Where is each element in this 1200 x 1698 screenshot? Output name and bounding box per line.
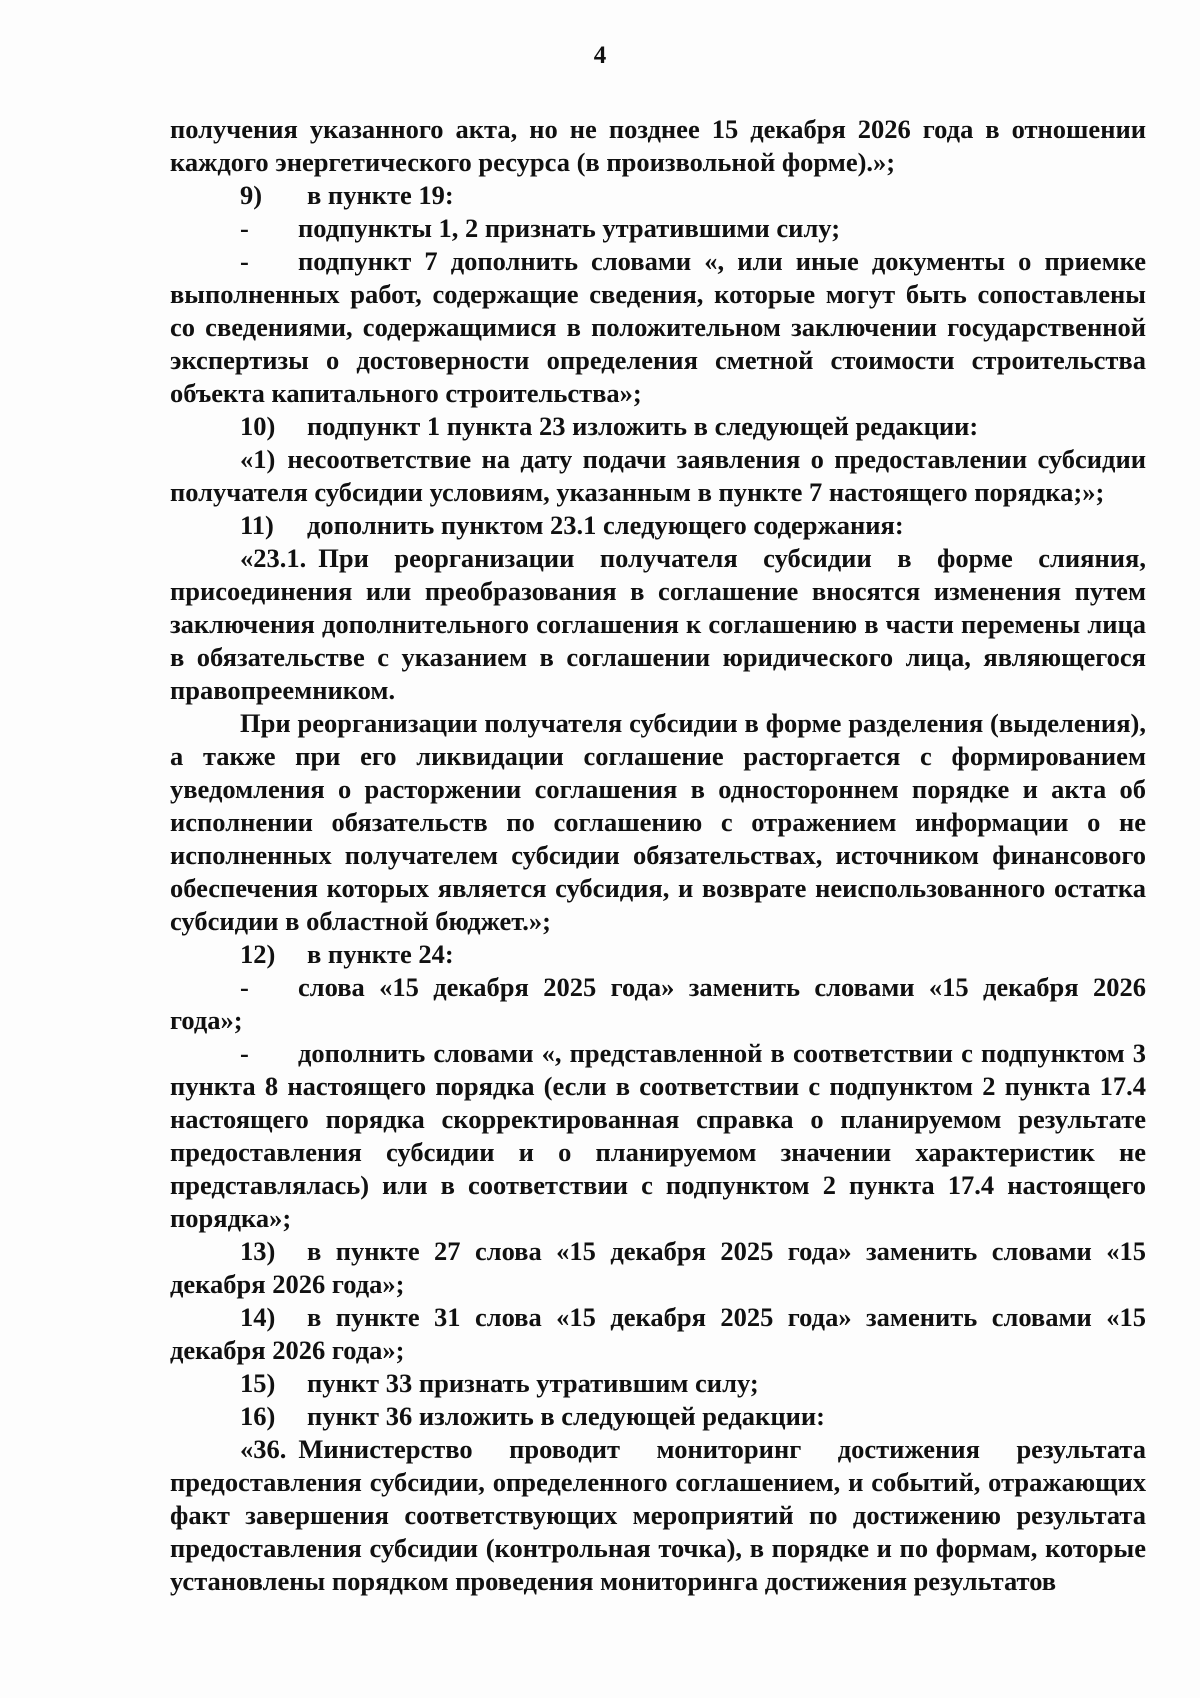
item-text: в пункте 31 слова «15 декабря 2025 года» заменить словами «15 декабря 2026 года»;: [170, 1302, 1146, 1365]
quoted-clause: [170, 542, 1146, 707]
dash-marker: -: [240, 972, 249, 1002]
clause-label: «36.: [240, 1434, 287, 1464]
item-text: дополнить словами «, представленной в соответствии с подпунктом 3 пункта 8 настоящего порядка (если в соответствии с подпунктом 2 пункта 17.4 настоящего порядка скорректированная справка о планируемом результате предоставления субсидии и о планируемом значении характеристик не представлялась) или в соответствии с подпунктом 2 пункта 17.4 настоящего порядка»;: [170, 1038, 1146, 1233]
list-item: [170, 1301, 1146, 1367]
dash-item: [170, 245, 1146, 410]
item-number: 12): [240, 939, 276, 969]
paragraph: [170, 707, 1146, 938]
item-text: в пункте 27 слова «15 декабря 2025 года» заменить словами «15 декабря 2026 года»;: [170, 1236, 1146, 1299]
list-item: [170, 509, 1146, 542]
item-text: пункт 33 признать утратившим силу;: [307, 1368, 759, 1398]
dash-item: [170, 212, 1146, 245]
clause-label: «23.1.: [240, 543, 307, 573]
list-item: [170, 179, 1146, 212]
paragraph-text: При реорганизации получателя субсидии в форме разделения (выделения), а также при его ликвидации соглашение расторгается с формированием уведомления о расторжении соглашения в одностороннем порядке и акта об исполнении обязательств по соглашению с отражением информации о не исполненных получателем субсидии обязательствах, источником финансового обеспечения которых является субсидия, и возврате неиспользованного остатка субсидии в областной бюджет.»;: [170, 708, 1146, 936]
item-number: 13): [240, 1236, 276, 1266]
item-text: подпункт 7 дополнить словами «, или иные документы о приемке выполненных работ, содержащие сведения, которые могут быть сопоставлены со сведениями, содержащимися в положительном заключении государственной экспертизы о достоверности определения сметной стоимости строительства объекта капитального строительства»;: [170, 246, 1146, 408]
clause-text: При реорганизации получателя субсидии в форме слияния, присоединения или преобразования в соглашение вносятся изменения путем заключения дополнительного соглашения к соглашению в части перемены лица в обязательстве с указанием в соглашении юридического лица, являющегося правопреемником.: [170, 543, 1146, 705]
item-text: в пункте 19:: [307, 180, 454, 210]
clause-label: «1): [240, 444, 276, 474]
list-item: [170, 410, 1146, 443]
document-body: [170, 113, 1146, 1598]
list-item: [170, 938, 1146, 971]
list-item: [170, 1400, 1146, 1433]
item-text: дополнить пунктом 23.1 следующего содержания:: [307, 510, 904, 540]
list-item: [170, 1235, 1146, 1301]
dash-marker: -: [240, 213, 249, 243]
clause-text: Министерство проводит мониторинг достижения результата предоставления субсидии, определенного соглашением, и событий, отражающих факт завершения соответствующих мероприятий по достижению результата предоставления субсидии (контрольная точка), в порядке и по формам, которые установлены порядком проведения мониторинга достижения результатов: [170, 1434, 1146, 1596]
list-item: [170, 1367, 1146, 1400]
item-text: пункт 36 изложить в следующей редакции:: [307, 1401, 825, 1431]
dash-item: [170, 971, 1146, 1037]
dash-marker: -: [240, 1038, 249, 1068]
item-number: 16): [240, 1401, 276, 1431]
item-text: слова «15 декабря 2025 года» заменить словами «15 декабря 2026 года»;: [170, 972, 1146, 1035]
item-number: 15): [240, 1368, 276, 1398]
item-number: 10): [240, 411, 276, 441]
item-number: 14): [240, 1302, 276, 1332]
quoted-clause: [170, 1433, 1146, 1598]
page-number: 4: [593, 42, 607, 69]
paragraph: [170, 113, 1146, 179]
item-number: 9): [240, 180, 263, 210]
item-text: подпункт 1 пункта 23 изложить в следующей редакции:: [307, 411, 979, 441]
clause-text: несоответствие на дату подачи заявления о предоставлении субсидии получателя субсидии условиям, указанным в пункте 7 настоящего порядка;»;: [170, 444, 1146, 507]
item-text: в пункте 24:: [307, 939, 454, 969]
quoted-clause: [170, 443, 1146, 509]
paragraph-text: получения указанного акта, но не позднее 15 декабря 2026 года в отношении каждого энергетического ресурса (в произвольной форме).»;: [170, 114, 1146, 177]
item-number: 11): [240, 510, 274, 540]
item-text: подпункты 1, 2 признать утратившими силу;: [298, 213, 841, 243]
dash-item: [170, 1037, 1146, 1235]
dash-marker: -: [240, 246, 249, 276]
